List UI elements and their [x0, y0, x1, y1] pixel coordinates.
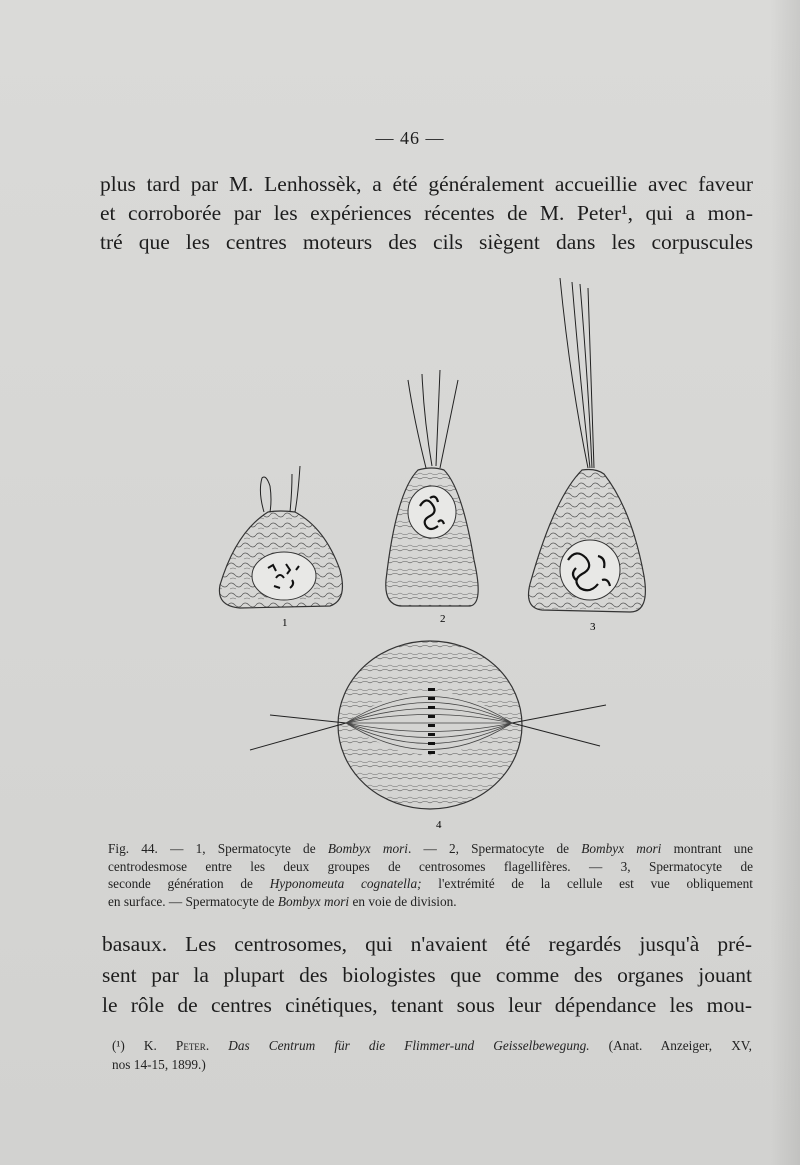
text-line: et corroborée par les expériences récentes de M. Peter¹, qui a mon- [100, 201, 753, 225]
figure-label-1: 1 [282, 617, 288, 629]
cell-drawings [200, 260, 660, 831]
cell-4-dividing [250, 641, 606, 809]
page-number: — 46 — [375, 128, 445, 148]
figure-label-3: 3 [590, 621, 596, 633]
cell-3 [529, 278, 646, 612]
caption-line: centrodesmose entre les deux groupes de centrosomes flagellifères. — 3, Spermatocyte de [108, 858, 753, 874]
text-line: le rôle de centres cinétiques, tenant sous leur dépendance les mou- [102, 993, 752, 1017]
cell-2 [386, 370, 478, 606]
text-line: plus tard par M. Lenhossèk, a été généralement accueillie avec faveur [100, 172, 753, 196]
body-paragraph-bottom [102, 929, 752, 1021]
caption-line: seconde génération de Hyponomeuta cognatella; l'extrémité de la cellule est vue obliquement [108, 876, 754, 891]
body-paragraph-top [100, 170, 753, 257]
caption-line: Fig. 44. — 1, Spermatocyte de Bombyx mori. — 2, Spermatocyte de Bombyx mori montrant une [108, 841, 753, 856]
text-line: basaux. Les centrosomes, qui n'avaient été regardés jusqu'à pré- [102, 932, 752, 956]
cell-1 [219, 466, 342, 608]
figure-caption [108, 840, 753, 910]
figure-label-4: 4 [436, 819, 442, 831]
caption-line: en surface. — Spermatocyte de Bombyx mori en voie de division. [108, 893, 457, 909]
text-line: tré que les centres moteurs des cils siègent dans les corpuscules [100, 230, 753, 254]
text-line: sent par la plupart des biologistes que comme des organes jouant [102, 962, 752, 987]
footnote [112, 1036, 752, 1074]
footnote-line: (¹) K. Peter. Das Centrum für die Flimmer-und Geisselbewegung. (Anat. Anzeiger, XV, [112, 1038, 753, 1053]
figure-label-2: 2 [440, 613, 446, 625]
footnote-line: nos 14-15, 1899.) [112, 1057, 206, 1072]
figure-44-illustration [200, 260, 660, 831]
